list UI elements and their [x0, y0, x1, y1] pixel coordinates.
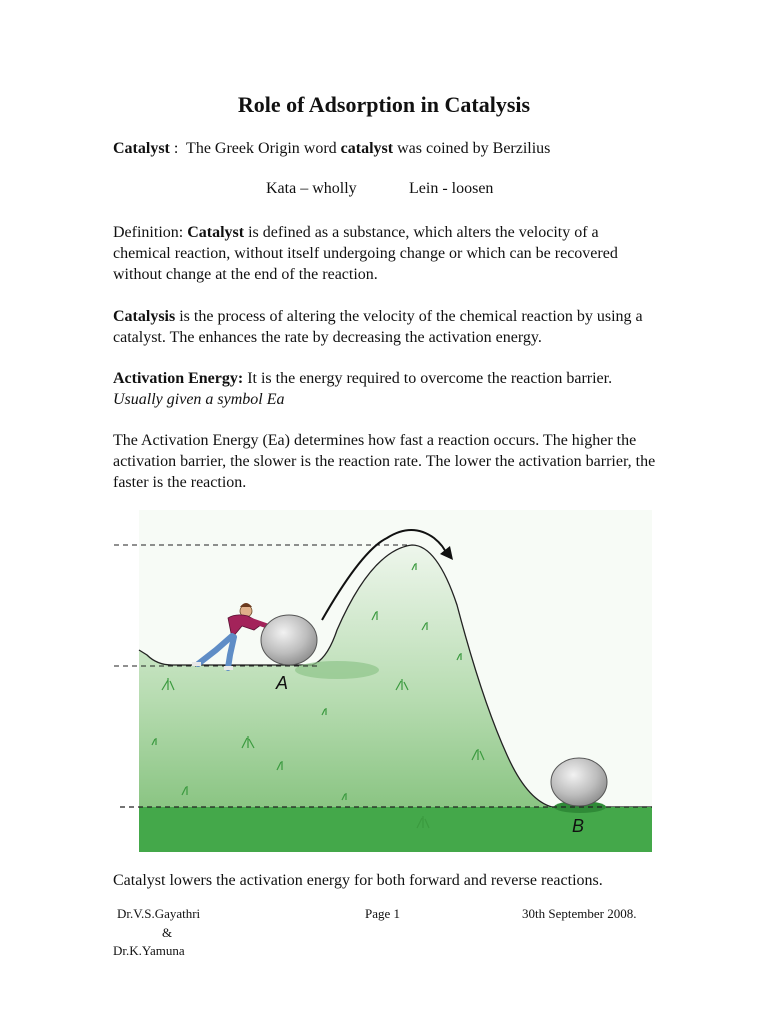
footer-author-1: Dr.V.S.Gayathri	[117, 906, 201, 921]
etymology-lein: Lein - loosen	[409, 180, 494, 197]
origin-text-a: The Greek Origin word	[186, 140, 341, 157]
label-a: A	[276, 673, 289, 693]
definition-text: is defined as a substance, which alters the velocity of a chemical reaction, without itself undergoing change or which can be recovered without change at the end of the reaction.	[113, 224, 618, 283]
figure-caption: Catalyst lowers the activation energy for both forward and reverse reactions.	[113, 872, 603, 889]
etymology-kata: Kata – wholly	[266, 180, 357, 197]
activation-text: It is the energy required to overcome the reaction barrier.	[243, 370, 613, 387]
shadow-a	[295, 661, 379, 679]
activation-italic: Usually given a symbol Ea	[113, 391, 285, 408]
catalyst-term: Catalyst	[113, 140, 170, 157]
definition-lead: Definition:	[113, 224, 188, 241]
label-b: B	[572, 816, 585, 836]
footer-page-number: Page 1	[365, 906, 401, 921]
ea-paragraph: The Activation Energy (Ea) determines how fast a reaction occurs. The higher the activation barrier, the slower is the reaction rate. The lower the activation barrier, the faster is the reaction.	[113, 432, 656, 491]
activation-term: Activation Energy:	[113, 370, 244, 387]
activation-paragraph	[113, 368, 658, 410]
footer-author-2: Dr.K.Yamuna	[113, 943, 185, 958]
origin-text-b: was coined by Berzilius	[393, 140, 551, 157]
catalysis-paragraph	[113, 306, 658, 348]
catalyst-term-2: catalyst	[340, 140, 394, 157]
boulder-a	[261, 615, 317, 665]
catalysis-term: Catalysis	[113, 308, 176, 325]
separator: :	[169, 140, 187, 157]
page-title: Role of Adsorption in Catalysis	[237, 92, 531, 117]
activation-energy-illustration	[112, 510, 652, 852]
boulder-b	[551, 758, 607, 806]
catalysis-text: is the process of altering the velocity of the chemical reaction by using a catalyst. The enhances the rate by decreasing the activation energy.	[113, 308, 643, 346]
catalyst-origin-paragraph	[113, 138, 658, 159]
footer-date: 30th September 2008.	[522, 906, 637, 921]
definition-term: Catalyst	[187, 224, 245, 241]
definition-paragraph	[113, 222, 658, 285]
footer-ampersand: &	[162, 925, 173, 940]
